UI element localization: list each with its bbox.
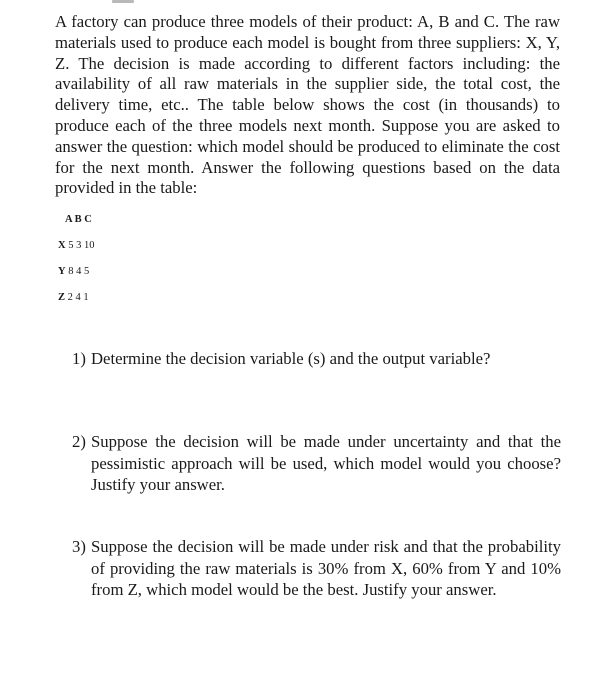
table-row [58, 292, 89, 304]
table-row [58, 266, 89, 278]
question-2 [72, 431, 561, 496]
table-header: A B C [65, 214, 92, 225]
problem-statement: A factory can produce three models of their product: A, B and C. The raw materials used to produce each model is bought from three suppliers: X, Y, Z. The decision is made according to different factors including: the availability of all raw materials in the supplier side, the total cost, the delivery time, etc.. The table below shows the cost (in thousands) to produce each of the three models next month. Suppose you are asked to answer the question: which model should be produced to eliminate the cost for the next month. Answer the following questions based on the data provided in the table: [55, 12, 560, 198]
question-number: 1) [72, 349, 86, 368]
table-row [58, 240, 94, 252]
row-values: 2 4 1 [67, 292, 89, 303]
question-text: Suppose the decision will be made under uncertainty and that the pessimistic approach will be used, which model would you choose? Justify your answer. [91, 432, 561, 494]
row-values: 8 4 5 [68, 266, 90, 277]
cropped-text-fragment [112, 0, 134, 3]
question-3 [72, 536, 561, 601]
question-text: Suppose the decision will be made under risk and that the probability of providing the raw materials is 30% from X, 60% from Y and 10% from Z, which model would be the best. Justify your answer. [91, 537, 561, 599]
question-number: 2) [72, 432, 86, 451]
row-label: Y [58, 266, 66, 277]
row-values: 5 3 10 [68, 240, 95, 251]
row-label: Z [58, 292, 66, 303]
question-1 [72, 348, 561, 370]
question-text: Determine the decision variable (s) and the output variable? [91, 349, 491, 368]
question-number: 3) [72, 537, 86, 556]
row-label: X [58, 240, 66, 251]
